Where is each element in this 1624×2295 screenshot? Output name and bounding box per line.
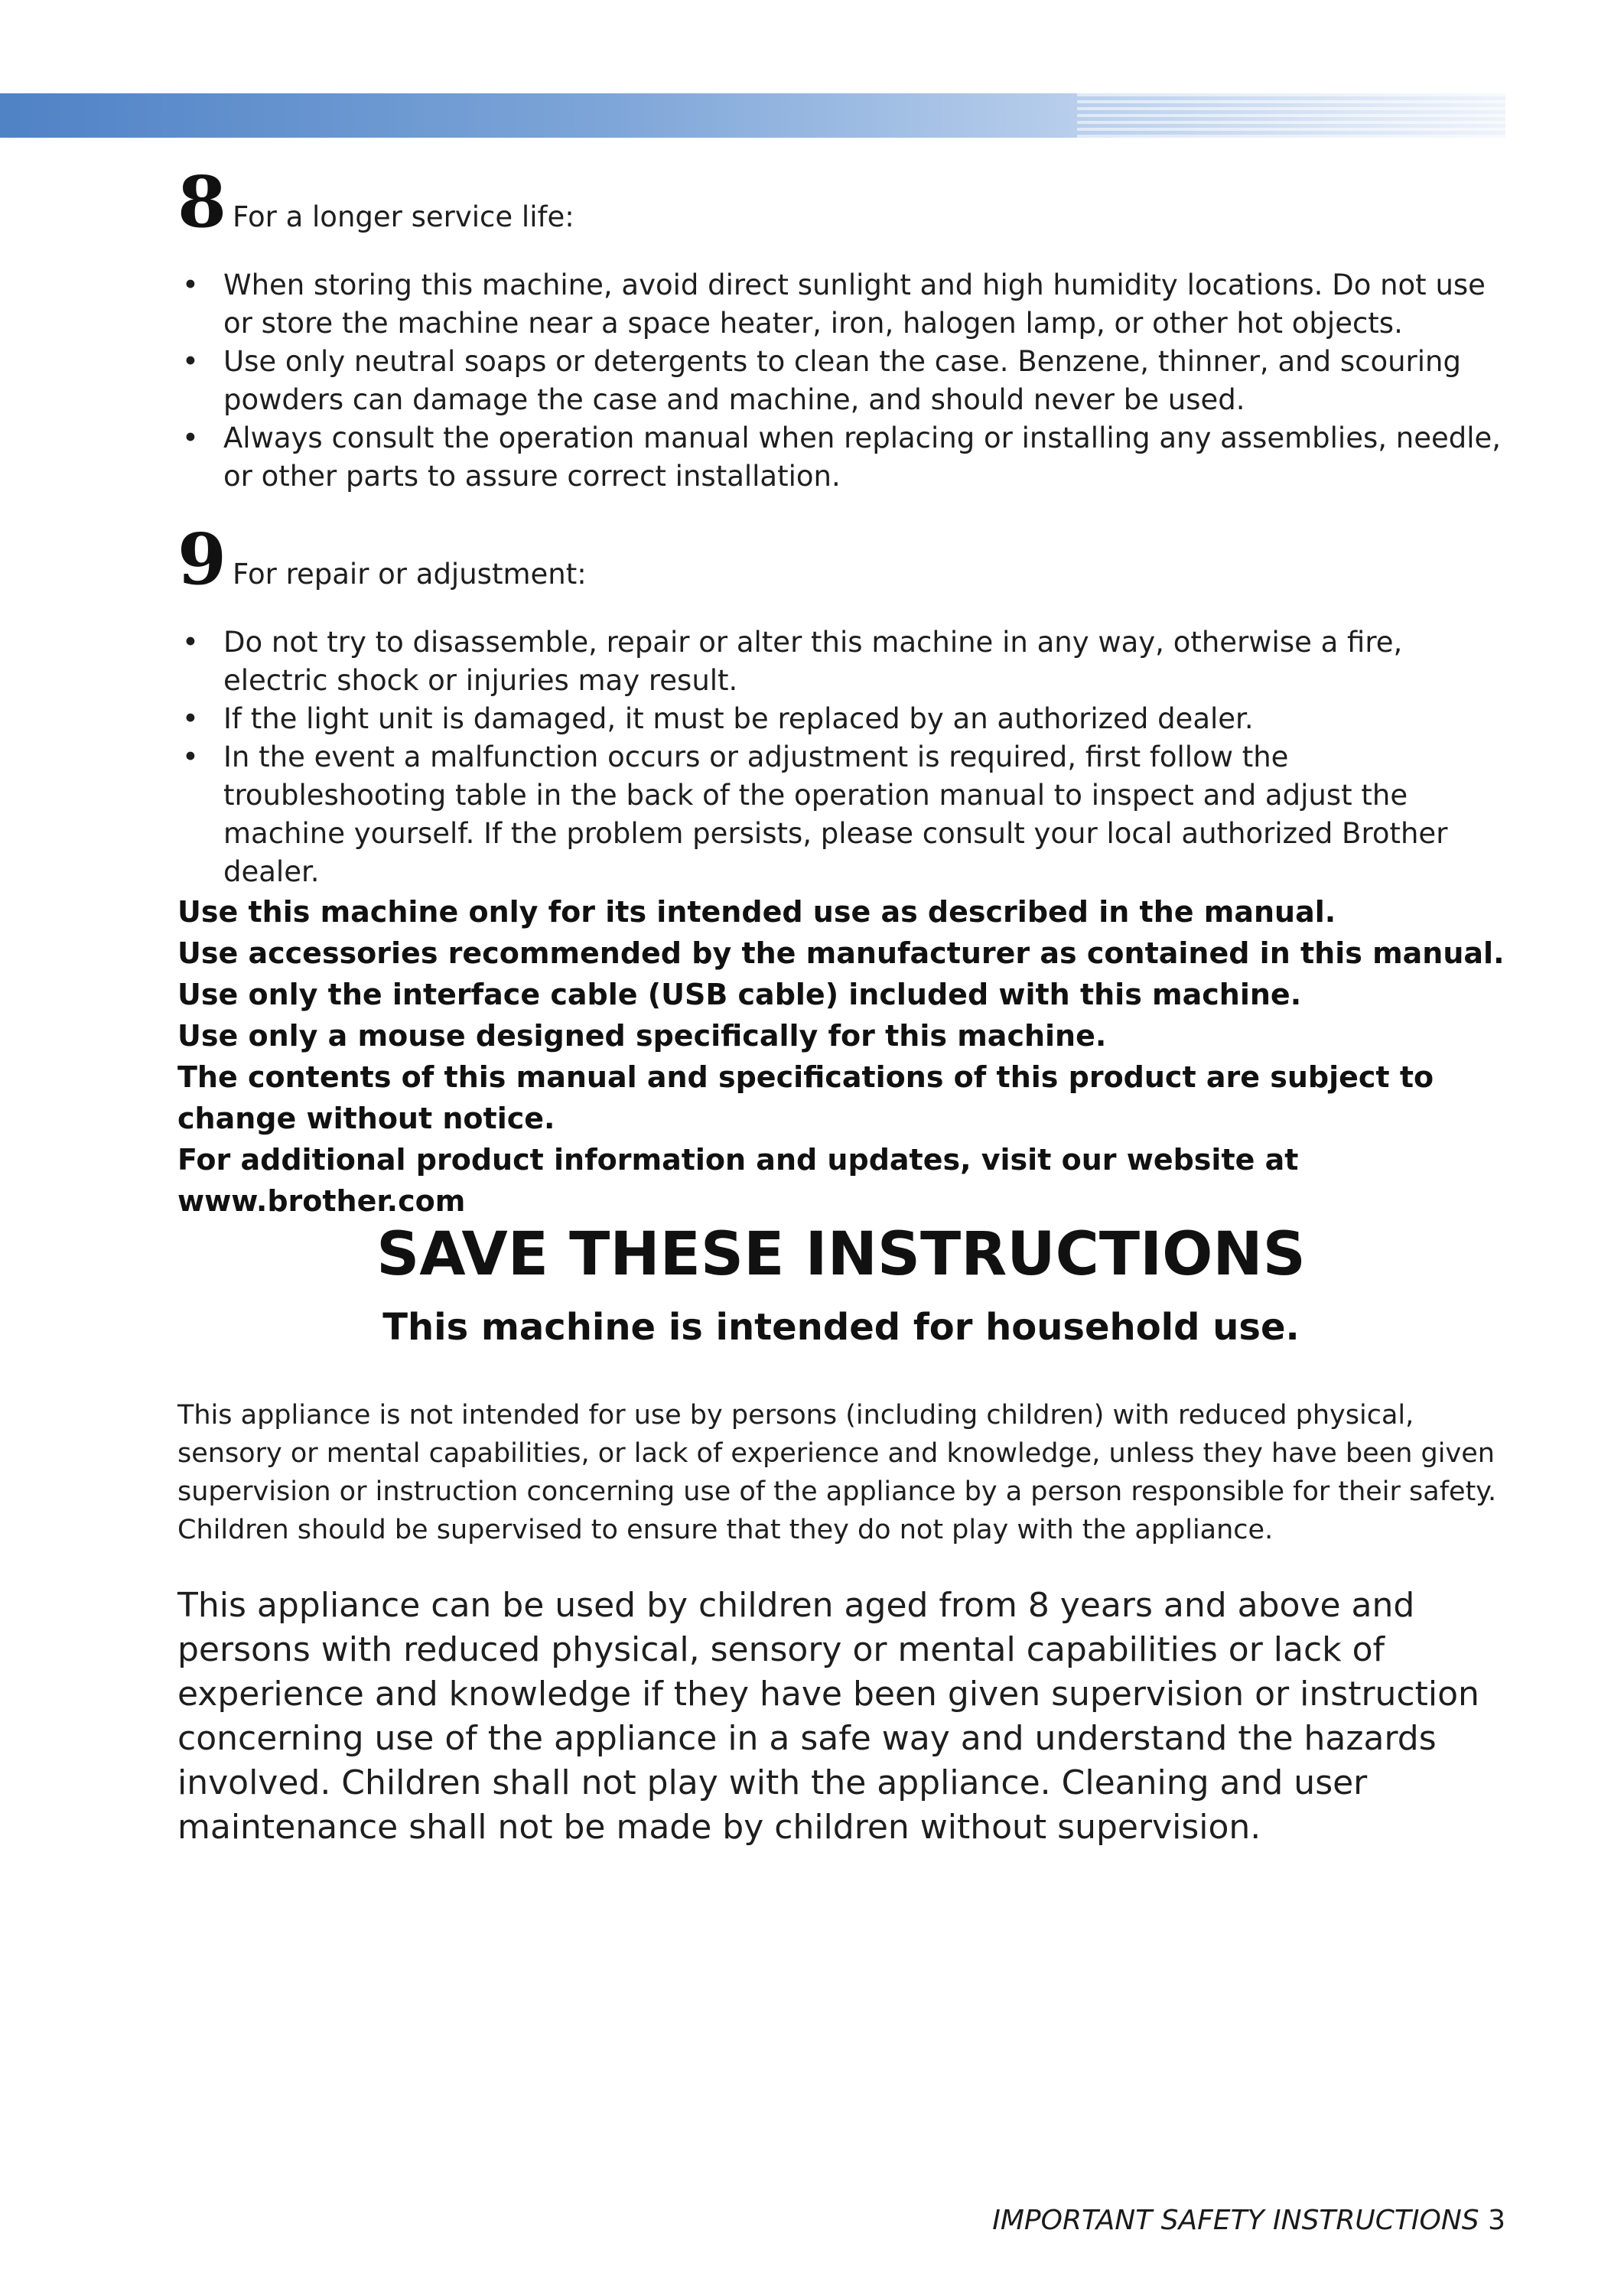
section-8	[177, 161, 1508, 496]
household-use-subtitle: This machine is intended for household use.	[382, 1306, 1300, 1349]
children-usage-paragraph: This appliance can be used by children aged from 8 years and above and persons with reduced physical, sensory or mental capabilities or lack of experience and knowledge if they have been given supervision or instruction concerning use of the appliance in a safe way and understand the hazards involved. Children shall not play with the appliance. Cleaning and user maintenance shall not be made by children without supervision.	[177, 1586, 1479, 1847]
section-number: 8	[177, 161, 227, 243]
list-item: • Always consult the operation manual when replacing or installing any assemblies, needle, or other parts to assure correct installation.	[177, 419, 1508, 496]
list-item: • In the event a malfunction occurs or adjustment is required, first follow the troubleshooting table in the back of the operation manual to inspect and adjust the machine yourself. If the problem persists, please consult your local authorized Brother dealer.	[177, 738, 1508, 891]
notice-line: Use only a mouse designed specifically for this machine.	[177, 1019, 1107, 1053]
list-item: • Use only neutral soaps or detergents to clean the case. Benzene, thinner, and scouring powders can damage the case and machine, and should never be used.	[177, 343, 1508, 419]
section-number: 9	[177, 518, 227, 601]
notice-line: Use accessories recommended by the manufacturer as contained in this manual.	[177, 936, 1505, 970]
page-footer	[992, 2205, 1505, 2236]
bullet-list	[177, 266, 1508, 496]
list-item: • If the light unit is damaged, it must be replaced by an authorized dealer.	[177, 700, 1508, 738]
list-item: • Do not try to disassemble, repair or alter this machine in any way, otherwise a fire, electric shock or injuries may result.	[177, 623, 1508, 700]
section-heading	[177, 518, 1508, 601]
header-band	[0, 93, 1505, 138]
section-title: For a longer service life:	[233, 200, 574, 233]
section-title: For repair or adjustment:	[233, 558, 587, 591]
notice-line: Use this machine only for its intended use as described in the manual.	[177, 895, 1336, 929]
list-item: • When storing this machine, avoid direct sunlight and high humidity locations. Do not use or store the machine near a space heater, iron, halogen lamp, or other hot objects.	[177, 266, 1508, 343]
page-number: 3	[1488, 2205, 1505, 2236]
notice-line: Use only the interface cable (USB cable) included with this machine.	[177, 978, 1302, 1011]
section-heading	[177, 161, 1508, 243]
section-9	[177, 518, 1508, 891]
appliance-notice-paragraph: This appliance is not intended for use by persons (including children) with reduced physical, sensory or mental capabilities, or lack of experience and knowledge, unless they have been given supervision or instruction concerning use of the appliance by a person responsible for their safety. Children should be supervised to ensure that they do not play with the appliance.	[177, 1400, 1497, 1545]
notice-block	[177, 891, 1524, 1222]
bullet-list	[177, 623, 1508, 891]
header-band-stripes	[1077, 93, 1505, 138]
notice-line: For additional product information and updates, visit our website at www.brother.com	[177, 1143, 1299, 1218]
notice-line: The contents of this manual and specifications of this product are subject to change without notice.	[177, 1060, 1434, 1135]
footer-title: IMPORTANT SAFETY INSTRUCTIONS	[992, 2205, 1479, 2236]
save-instructions-title: SAVE THESE INSTRUCTIONS	[376, 1220, 1306, 1289]
